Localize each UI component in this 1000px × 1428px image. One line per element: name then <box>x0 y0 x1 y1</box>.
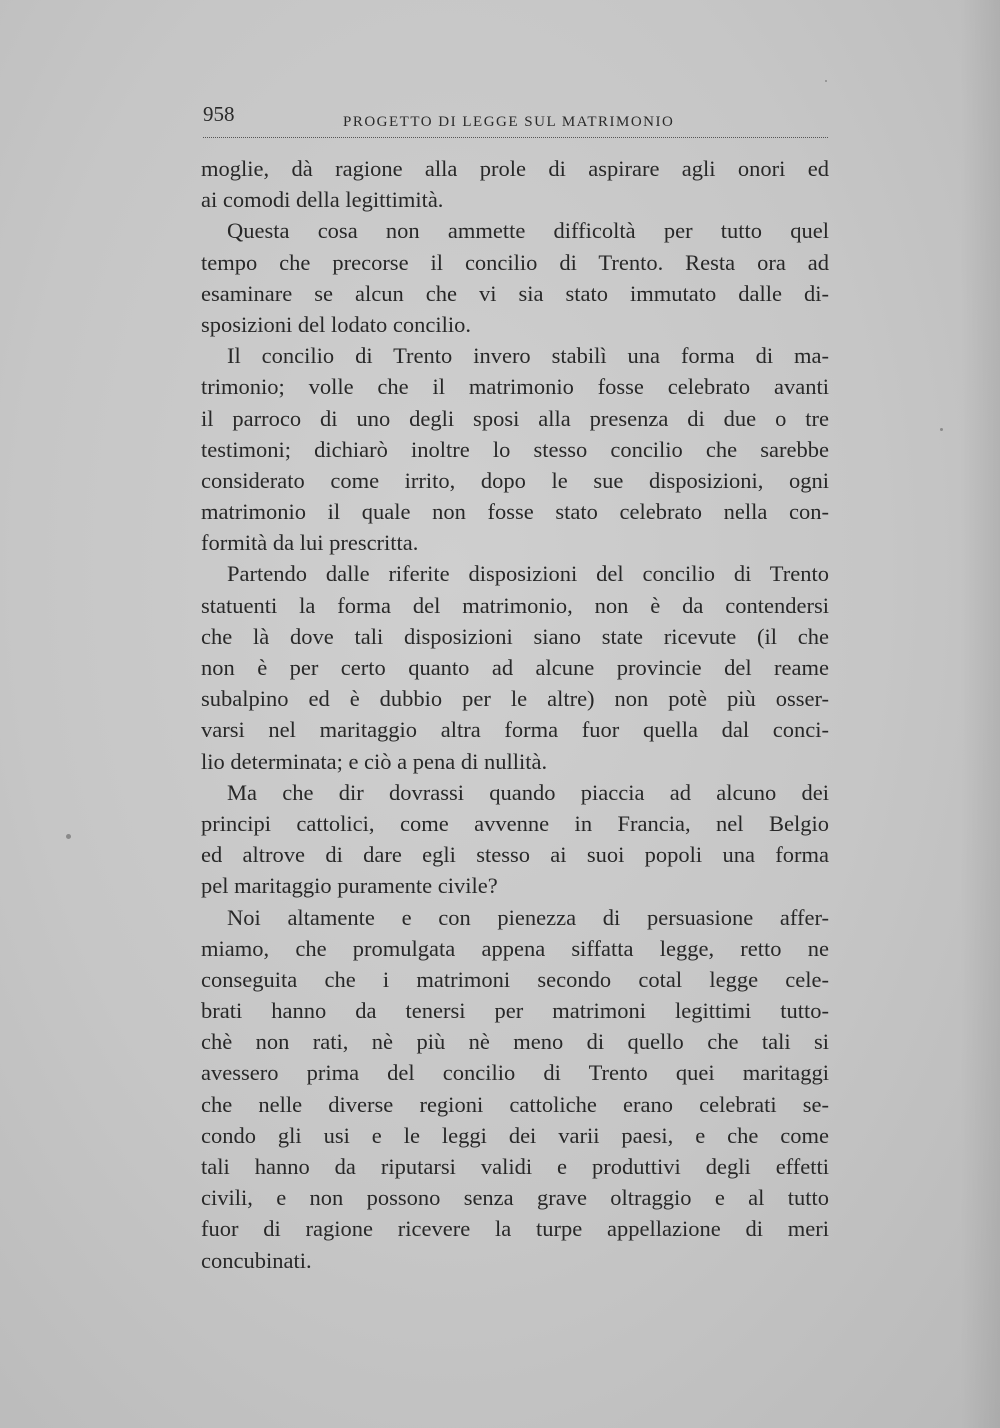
text-line: il parroco di uno degli sposi alla presenza di due o tre <box>201 405 829 431</box>
text-line: trimonio; volle che il matrimonio fosse celebrato avanti <box>201 374 829 400</box>
text-line: condo gli usi e le leggi dei varii paesi, e che come <box>201 1122 829 1148</box>
text-line: concubinati. <box>201 1247 312 1273</box>
text-line: Ma che dir dovrassi quando piaccia ad alcuno dei <box>227 779 829 805</box>
text-line: moglie, dà ragione alla prole di aspirare agli onori ed <box>201 156 829 181</box>
paper-speck <box>940 428 943 431</box>
text-line: fuor di ragione ricevere la turpe appellazione di meri <box>201 1216 829 1242</box>
text-line: che là dove tali disposizioni siano state ricevute (il che <box>201 623 829 649</box>
text-line: brati hanno da tenersi per matrimoni legittimi tutto- <box>201 998 829 1024</box>
text-line: avessero prima del concilio di Trento quei maritaggi <box>201 1060 829 1086</box>
text-line: matrimonio il quale non fosse stato celebrato nella con- <box>201 499 829 525</box>
text-line: varsi nel maritaggio altra forma fuor quella dal conci- <box>201 717 829 743</box>
text-line: statuenti la forma del matrimonio, non è da contendersi <box>201 592 829 618</box>
page-edge-shadow <box>960 0 1000 1428</box>
text-line: miamo, che promulgata appena siffatta legge, retto ne <box>201 935 829 961</box>
text-line: lio determinata; e ciò a pena di nullità. <box>201 748 548 774</box>
text-line: formità da lui prescritta. <box>201 530 419 556</box>
text-line: subalpino ed è dubbio per le altre) non potè più osser- <box>201 686 829 712</box>
text-line: sposizioni del lodato concilio. <box>201 311 471 337</box>
text-line: Partendo dalle riferite disposizioni del concilio di Trento <box>227 561 829 587</box>
text-line: tali hanno da riputarsi validi e produttivi degli effetti <box>201 1154 829 1179</box>
text-line: considerato come irrito, dopo le sue disposizioni, ogni <box>201 467 829 493</box>
text-line: Il concilio di Trento invero stabilì una forma di ma- <box>227 343 829 369</box>
text-line: ai comodi della legittimità. <box>201 187 444 213</box>
text-line: conseguita che i matrimoni secondo cotal legge cele- <box>201 966 829 992</box>
page-number: 958 <box>203 102 235 126</box>
text-line: civili, e non possono senza grave oltraggio e al tutto <box>201 1185 829 1211</box>
text-line: che nelle diverse regioni cattoliche erano celebrati se- <box>201 1091 829 1117</box>
text-line: pel maritaggio puramente civile? <box>201 873 498 899</box>
running-title: PROGETTO DI LEGGE SUL MATRIMONIO <box>343 114 675 130</box>
text-line: principi cattolici, come avvenne in Francia, nel Belgio <box>201 810 829 836</box>
paper-speck <box>825 80 827 82</box>
text-line: chè non rati, nè più nè meno di quello che tali si <box>201 1029 829 1055</box>
text-line: tempo che precorse il concilio di Trento. Resta ora ad <box>201 249 829 275</box>
text-line: Questa cosa non ammette difficoltà per tutto quel <box>227 218 829 244</box>
paper-speck <box>66 834 71 839</box>
text-line: Noi altamente e con pienezza di persuasione affer- <box>227 904 829 930</box>
text-line: non è per certo quanto ad alcune provincie del reame <box>201 655 829 680</box>
body-text <box>201 153 829 1276</box>
running-header <box>203 100 828 134</box>
header-rule <box>203 137 828 138</box>
text-line: esaminare se alcun che vi sia stato immutato dalle di- <box>201 280 829 306</box>
text-line: testimoni; dichiarò inoltre lo stesso concilio che sarebbe <box>201 436 829 462</box>
text-line: ed altrove di dare egli stesso ai suoi popoli una forma <box>201 842 829 868</box>
